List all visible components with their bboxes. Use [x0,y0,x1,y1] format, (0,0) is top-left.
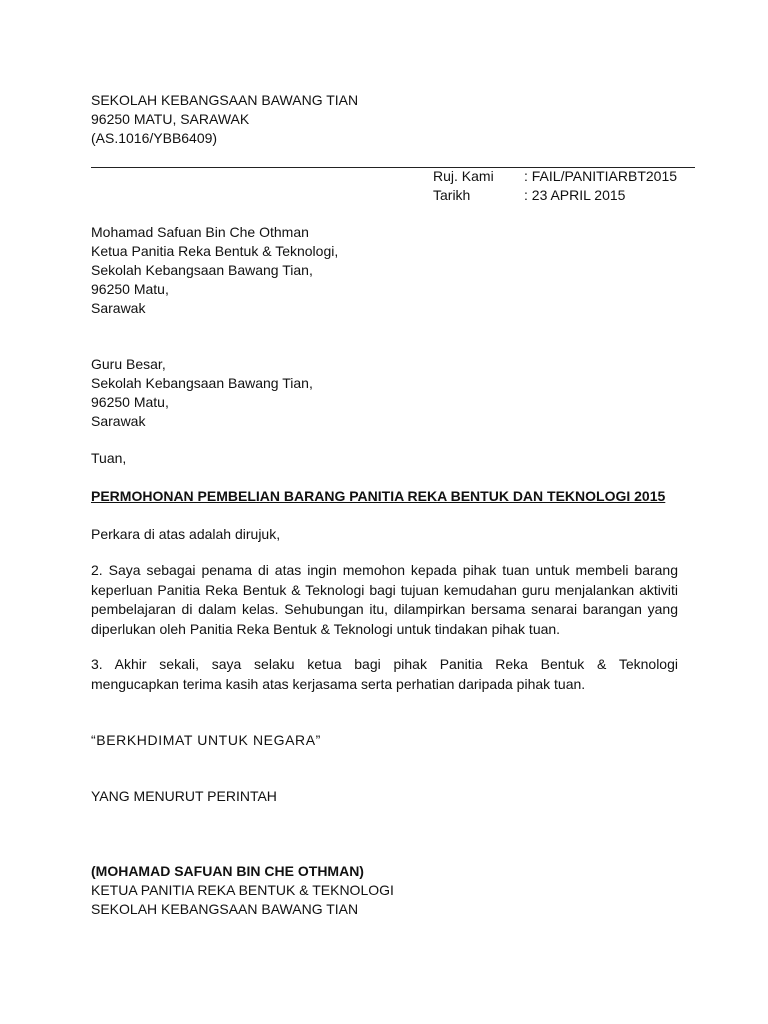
signatory-school: SEKOLAH KEBANGSAAN BAWANG TIAN [91,901,359,917]
intro-line: Perkara di atas adalah dirujuk, [91,526,281,542]
to-recipient: Guru Besar, [91,356,166,372]
sender-header [91,91,358,148]
salutation: Tuan, [91,450,127,466]
sender-school: SEKOLAH KEBANGSAAN BAWANG TIAN [91,92,359,108]
tarikh-value: : 23 APRIL 2015 [524,187,626,203]
from-name: Mohamad Safuan Bin Che Othman [91,224,309,240]
to-address [91,355,313,431]
signatory-name: (MOHAMAD SAFUAN BIN CHE OTHMAN) [91,863,364,879]
to-state: Sarawak [91,413,146,429]
signatory-title: KETUA PANITIA REKA BENTUK & TEKNOLOGI [91,882,394,898]
sender-code: (AS.1016/YBB6409) [91,130,218,146]
from-postcode: 96250 Matu, [91,281,169,297]
signatory-block [91,862,394,919]
paragraph-3 [91,655,678,694]
paragraph-2-line: pembelajaran di dalam kelas. Sehubungan itu, dilampirkan bersama senarai barangan yang [91,601,678,617]
tarikh-label: Tarikh [433,187,471,203]
to-school: Sekolah Kebangsaan Bawang Tian, [91,375,313,391]
paragraph-2-line: keperluan Panitia Reka Bentuk & Teknologi bagi tujuan kemudahan guru menjalankan aktiviti [91,581,678,598]
paragraph-2 [91,561,678,639]
motto: “BERKHDIMAT UNTUK NEGARA” [91,732,321,748]
reference-values [524,167,677,205]
sender-postcode: 96250 MATU, SARAWAK [91,111,250,127]
closing: YANG MENURUT PERINTAH [91,788,277,804]
to-postcode: 96250 Matu, [91,394,169,410]
from-school: Sekolah Kebangsaan Bawang Tian, [91,262,313,278]
subject-line: PERMOHONAN PEMBELIAN BARANG PANITIA REKA BENTUK DAN TEKNOLOGI 2015 [91,488,666,504]
from-address [91,223,338,318]
from-title: Ketua Panitia Reka Bentuk & Teknologi, [91,243,339,259]
paragraph-3-line: 3. Akhir sekali, saya selaku ketua bagi pihak Panitia Reka Bentuk & Teknologi [91,656,678,672]
paragraph-3-line: mengucapkan terima kasih atas kerjasama serta perhatian daripada pihak tuan. [91,675,586,692]
paragraph-2-line: diperlukan oleh Panitia Reka Bentuk & Teknologi untuk tindakan pihak tuan. [91,620,561,637]
paragraph-2-line: 2. Saya sebagai penama di atas ingin memohon kepada pihak tuan untuk membeli barang [91,562,678,578]
ruj-value: : FAIL/PANITIARBT2015 [524,168,678,184]
reference-block [433,167,494,205]
ruj-label: Ruj. Kami [433,168,494,184]
from-state: Sarawak [91,300,146,316]
